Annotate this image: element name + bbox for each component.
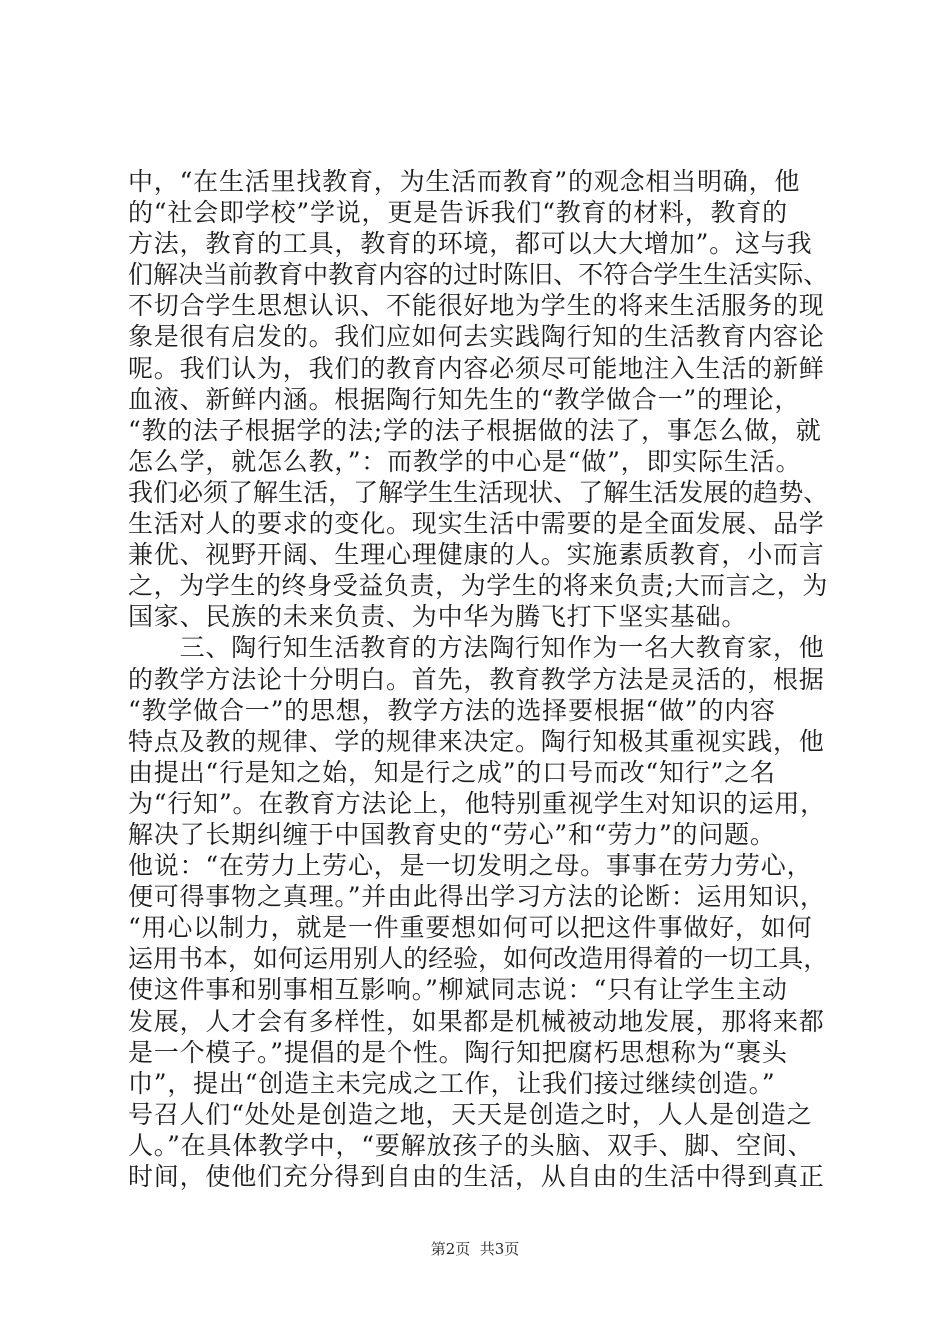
text-line: 的教学方法论十分明白。首先，教育教学方法是灵活的，根据 [128,664,825,694]
text-line: 中，“在生活里找教育，为生活而教育”的观念相当明确，他 [128,167,801,196]
text-line: 国家、民族的未来负责、为中华为腾飞打下坚实基础。 [128,602,748,632]
text-line: 是一个模子。”提倡的是个性。陶行知把腐朽思想称为“裹头 [128,1037,788,1067]
text-line: 兼优、视野开阔、生理心理健康的人。实施素质教育，小而言 [128,540,825,570]
text-line: 之，为学生的终身受益负责，为学生的将来负责;大而言之，为 [128,571,828,601]
text-line: 由提出“行是知之始，知是行之成”的口号而改“知行”之名 [128,757,776,787]
text-line: 生活对人的要求的变化。现实生活中需要的是全面发展、品学 [128,509,825,539]
body-text [128,166,828,1192]
text-line: 发展，人才会有多样性，如果都是机械被动地发展，那将来都 [128,1006,825,1036]
text-line: 们解决当前教育中教育内容的过时陈旧、不符合学生生活实际、 [128,260,829,290]
text-line: 特点及教的规律、学的规律来决定。陶行知极其重视实践，他 [128,726,825,756]
text-line: 他说：“在劳力上劳心，是一切发明之母。事事在劳力劳心， [128,851,813,881]
text-line: 血液、新鲜内涵。根据陶行知先生的“教学做合一”的理论， [128,384,801,414]
text-line: “教学做合一”的思想，教学方法的选择要根据“做”的内容 [128,695,776,725]
text-line: 使这件事和别事相互影响。”柳斌同志说：“只有让学生主动 [128,975,788,1005]
page-footer: 第2页 共3页 [430,1240,520,1258]
text-line: 象是很有启发的。我们应如何去实践陶行知的生活教育内容论 [128,322,825,352]
text-line: 我们必须了解生活，了解学生生活现状、了解生活发展的趋势、 [128,477,829,507]
text-line: 便可得事物之真理。”并由此得出学习方法的论断：运用知识， [128,882,826,912]
text-line: 怎么学，就怎么教，”：而教学的中心是“做”，即实际生活。 [128,446,802,476]
text-line: 解决了长期纠缠于中国教育史的“劳心”和“劳力”的问题。 [128,819,776,849]
text-line: 不切合学生思想认识、不能很好地为学生的将来生活服务的现 [128,291,825,321]
text-line: 为“行知”。在教育方法论上，他特别重视学生对知识的运用， [128,788,826,818]
text-line: “教的法子根据学的法;学的法子根据做的法了，事怎么做，就 [128,415,822,445]
text-line: 人。”在具体教学中，“要解放孩子的头脑、双手、脚、空间、 [128,1130,814,1160]
text-line: “用心以制力，就是一件重要想如何可以把这件事做好，如何 [128,913,813,943]
text-line: 呢。我们认为，我们的教育内容必须尽可能地注入生活的新鲜 [128,353,825,383]
text-line: 运用书本，如何运用别人的经验，如何改造用得着的一切工具， [128,944,829,974]
text-line: 时间，使他们充分得到自由的生活，从自由的生活中得到真正 [128,1162,825,1191]
text-line: 的“社会即学校”学说，更是告诉我们“教育的材料，教育的 [128,198,788,228]
text-line: 号召人们“处处是创造之地，天天是创造之时，人人是创造之 [128,1099,813,1129]
text-line: 三、陶行知生活教育的方法陶行知作为一名大教育家，他 [128,633,825,663]
text-line: 方法，教育的工具，教育的环境，都可以大大增加”。这与我 [128,229,813,259]
text-line: 巾”，提出“创造主未完成之工作，让我们接过继续创造。” [128,1068,776,1098]
